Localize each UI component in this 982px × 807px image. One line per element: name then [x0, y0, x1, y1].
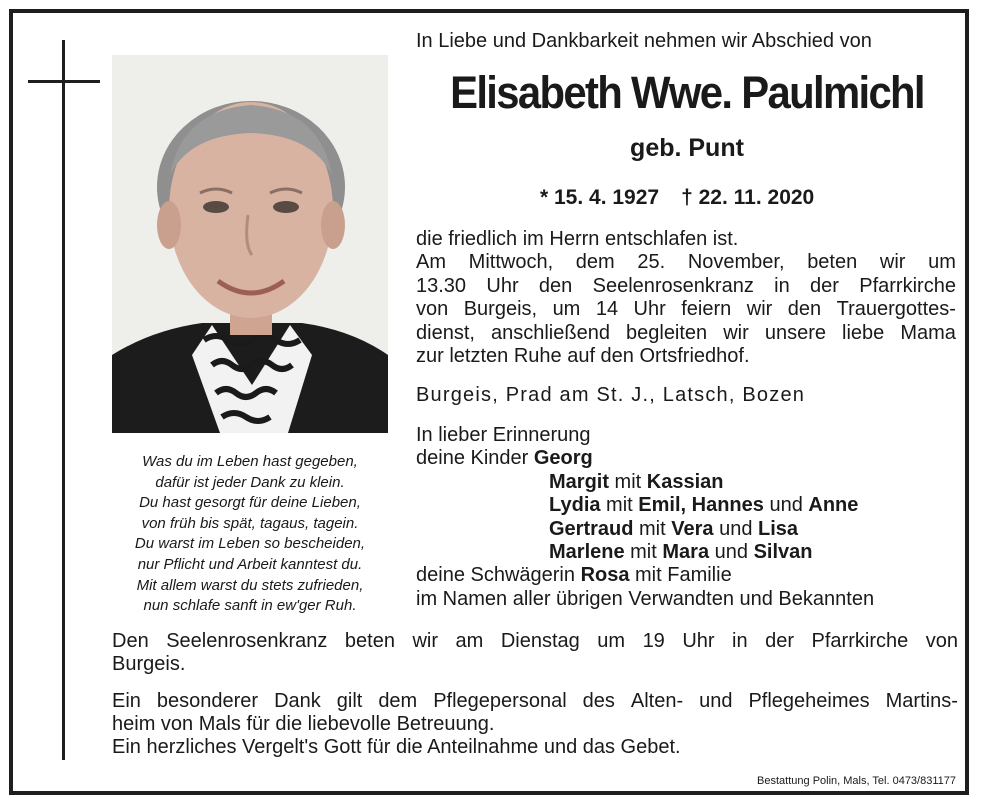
cross-icon-horizontal	[28, 80, 100, 83]
word: beten	[344, 630, 395, 652]
word: unsere	[764, 321, 826, 344]
word: wir	[723, 321, 749, 344]
poem	[100, 452, 400, 617]
word: Den	[112, 630, 149, 652]
word: liebe	[842, 321, 885, 344]
partner-name: Emil, Hannes	[638, 494, 764, 517]
child-name: Georg	[533, 447, 593, 470]
word: den	[787, 298, 822, 321]
word: Uhr	[633, 298, 666, 321]
word: und	[699, 690, 733, 712]
sister-in-law-name: Rosa	[580, 564, 630, 587]
word: von	[925, 630, 958, 652]
child-name: Marlene	[549, 541, 625, 564]
word: Pfarrkirche	[859, 274, 956, 297]
word: Mittwoch,	[468, 251, 554, 274]
word: des	[582, 690, 615, 712]
children-row	[416, 494, 961, 517]
word: von	[416, 298, 449, 321]
announcement-line	[416, 322, 956, 345]
poem-line: nur Pflicht und Arbeit kanntest du.	[137, 555, 363, 573]
children-row	[416, 447, 961, 470]
partner-name: Vera	[671, 517, 714, 540]
children-row	[416, 471, 961, 494]
birth-date: * 15. 4. 1927	[540, 186, 660, 209]
poem-line: Mit allem warst du stets zufrieden,	[136, 576, 364, 594]
thanks-line: heim von Mals für die liebevolle Betreuung.	[112, 713, 495, 735]
word: Uhr	[486, 274, 519, 297]
rosary-line	[112, 630, 958, 653]
word: um	[597, 630, 626, 652]
with-text: mit	[633, 517, 672, 540]
word: Pflegepersonal	[433, 690, 567, 712]
announcement-line	[416, 251, 956, 274]
rosary-line: Burgeis.	[112, 653, 186, 675]
word: gilt	[336, 690, 363, 712]
poem-line: Was du im Leben hast gegeben,	[142, 453, 358, 470]
rosary-notice	[112, 630, 958, 676]
sister-in-law-suffix: mit Familie	[629, 564, 732, 587]
word: Ein	[112, 690, 141, 712]
word: 13.30	[416, 274, 467, 297]
child-name: Lydia	[549, 494, 601, 517]
announcement-line: zur letzten Ruhe auf den Ortsfriedhof.	[416, 345, 750, 368]
poem-line: Du hast gesorgt für deine Lieben,	[139, 494, 361, 512]
word: dienst,	[416, 321, 475, 344]
word: 14	[595, 298, 619, 321]
word: wir	[412, 630, 439, 652]
word: Pflegeheimes	[748, 690, 870, 712]
word: der	[765, 630, 795, 652]
word: begleiten	[626, 321, 708, 344]
funeral-home-footer: Bestattung Polin, Mals, Tel. 0473/831177	[757, 775, 956, 787]
deceased-name: Elisabeth Wwe. Paulmichl	[450, 67, 924, 118]
with-text: mit	[609, 470, 647, 493]
partner-name: Silvan	[753, 541, 813, 564]
poem-line: Du warst im Leben so bescheiden,	[134, 535, 366, 553]
word: der	[810, 274, 839, 297]
children-row	[416, 541, 961, 564]
announcement-line	[416, 298, 956, 321]
sister-in-law-row	[416, 564, 961, 587]
children-prefix: deine Kinder	[416, 447, 534, 470]
word: Trauergottes-	[836, 298, 956, 321]
word: in	[774, 274, 790, 297]
children-row	[416, 518, 961, 541]
with-text: mit	[600, 494, 639, 517]
announcement-line	[416, 275, 956, 298]
portrait-photo	[112, 55, 388, 433]
word: Pfarrkirche	[811, 630, 909, 652]
word: Alten-	[630, 690, 684, 712]
child-name: Margit	[549, 470, 609, 493]
thanks-line: Ein herzliches Vergelt's Gott für die Anteilnahme und das Gebet.	[112, 736, 681, 758]
others-row: im Namen aller übrigen Verwandten und Bekannten	[416, 587, 875, 610]
word: November,	[687, 251, 785, 274]
mourners-list	[416, 424, 961, 611]
word: Martins-	[885, 690, 958, 712]
and-text: und	[763, 494, 809, 517]
word: feiern	[681, 298, 732, 321]
partner-name: Anne	[808, 494, 859, 517]
partner-name: Kassian	[646, 470, 724, 493]
maiden-name: geb. Punt	[630, 134, 744, 162]
word: Burgeis,	[463, 298, 538, 321]
word: den	[538, 274, 573, 297]
life-dates	[540, 186, 814, 210]
word: um	[928, 251, 956, 274]
cross-icon-vertical	[62, 40, 65, 760]
word: Seelenrosenkranz	[166, 630, 328, 652]
funeral-announcement	[416, 228, 956, 368]
word: am	[455, 630, 484, 652]
with-text: mit	[624, 541, 663, 564]
word: dem	[575, 251, 615, 274]
word: um	[552, 298, 581, 321]
announcement-line: die friedlich im Herrn entschlafen ist.	[416, 228, 739, 250]
word: Seelenrosenkranz	[592, 274, 754, 297]
word: besonderer	[156, 690, 259, 712]
poem-line: von früh bis spät, tagaus, tagein.	[141, 514, 359, 532]
places: Burgeis, Prad am St. J., Latsch, Bozen	[416, 384, 806, 406]
intro-text: In Liebe und Dankbarkeit nehmen wir Abschied von	[416, 30, 872, 52]
thanks-notice	[112, 690, 958, 759]
poem-line: dafür ist jeder Dank zu klein.	[155, 473, 345, 491]
word: dem	[378, 690, 418, 712]
partner-name: Lisa	[758, 517, 799, 540]
word: anschließend	[490, 321, 610, 344]
partner-name: Mara	[662, 541, 710, 564]
word: wir	[879, 251, 906, 274]
and-text: und	[713, 517, 758, 540]
sister-in-law-prefix: deine Schwägerin	[416, 564, 581, 587]
thanks-line	[112, 690, 958, 713]
word: wir	[746, 298, 773, 321]
word: Am	[416, 251, 446, 274]
child-name: Gertraud	[549, 517, 634, 540]
word: Uhr	[682, 630, 715, 652]
word: 25.	[637, 251, 666, 274]
mourners-intro: In lieber Erinnerung	[416, 424, 591, 446]
word: Dienstag	[500, 630, 580, 652]
death-date: † 22. 11. 2020	[681, 186, 815, 209]
word: Dank	[274, 690, 321, 712]
word: Mama	[900, 321, 956, 344]
word: in	[732, 630, 748, 652]
poem-line: nun schlafe sanft in ew'ger Ruh.	[143, 597, 357, 615]
word: beten	[807, 251, 858, 274]
word: 19	[642, 630, 665, 652]
and-text: und	[709, 541, 754, 564]
